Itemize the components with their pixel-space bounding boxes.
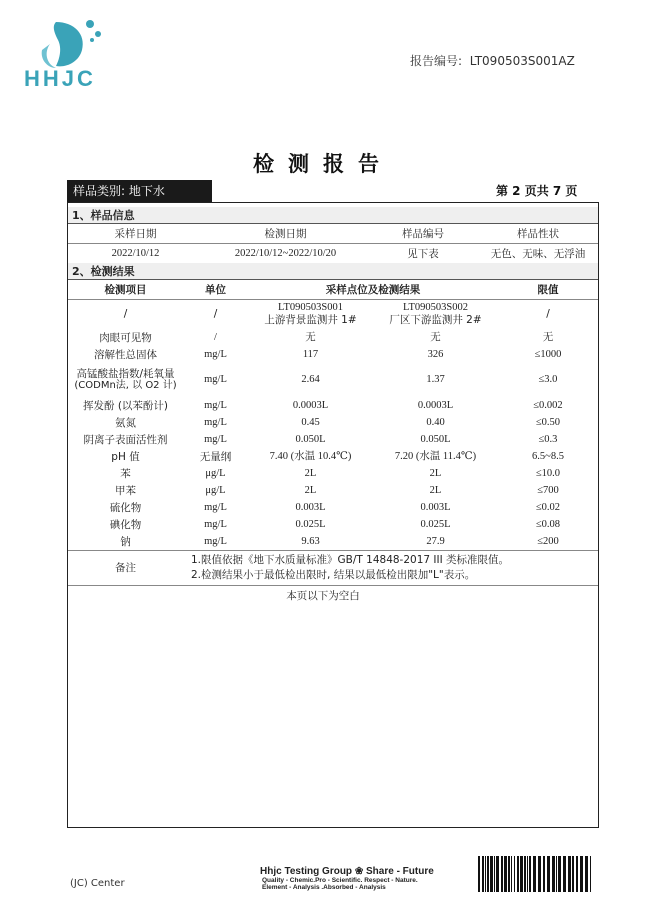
- footer-slogan: Hhjc Testing Group ❀ Share - Future Quality - Chemic.Pro - Scientific. Respect - Nature. Element - Analysis .Absorbed - Analysis: [260, 866, 434, 891]
- table-row: 甲苯 μg/L 2L 2L ≤700: [115, 484, 559, 497]
- blank-below-note: 本页以下为空白: [286, 590, 360, 602]
- section-test-results: 2、检测结果: [68, 263, 598, 280]
- page-title: 检测报告: [253, 152, 393, 176]
- report-number: 报告编号: LT090503S001AZ: [410, 54, 575, 68]
- table-row: 挥发酚 (以苯酚计) mg/L 0.0003L 0.0003L ≤0.002: [82, 399, 563, 412]
- table-row: 苯 μg/L 2L 2L ≤10.0: [120, 467, 561, 480]
- remarks-row: [68, 551, 598, 585]
- table-row: 钠 mg/L 9.63 27.9 ≤200: [120, 535, 559, 548]
- page-info: 第 2 页共 7 页: [496, 184, 578, 198]
- flower-icon: ❀: [354, 866, 364, 877]
- table-row: 溶解性总固体 mg/L 117 326 ≤1000: [94, 348, 562, 361]
- remarks-label: 备注: [115, 562, 136, 574]
- remark-line: 1.限值依据《地下水质量标准》GB/T 14848-2017 III 类标准限值。: [191, 554, 510, 566]
- footer-center-label: (JC) Center: [70, 878, 125, 889]
- sample-point-row: / / LT090503S001 上游背景监测井 1# LT090503S002 厂区下游监测井 2# /: [123, 302, 550, 326]
- logo-text: HHJC: [24, 66, 96, 91]
- barcode-icon: [478, 856, 594, 892]
- table-row: 硫化物 mg/L 0.003L 0.003L ≤0.02: [109, 501, 561, 514]
- table-row: 肉眼可见物 / 无 无 无: [99, 331, 554, 344]
- sample-info-header-row: 采样日期 检测日期 样品编号 样品性状: [114, 227, 559, 240]
- sample-category-label: 样品类别: 地下水: [67, 180, 212, 202]
- table-row: 高锰酸盐指数/耗氧量 (CODMn法, 以 O2 计) mg/L 2.64 1.37 ≤3.0: [74, 368, 558, 391]
- results-header-row: 检测项目 单位 采样点位及检测结果 限值: [104, 283, 559, 296]
- table-row: pH 值 无量纲 7.40 (水温 10.4℃) 7.20 (水温 11.4℃) 6.5~8.5: [111, 450, 564, 463]
- sample-info-value-row: 2022/10/12 2022/10/12~2022/10/20 见下表 无色、无味、无浮油: [111, 247, 586, 260]
- remark-line: 2.检测结果小于最低检出限时, 结果以最低检出限加"L"表示。: [191, 569, 476, 581]
- table-row: 碘化物 mg/L 0.025L 0.025L ≤0.08: [109, 518, 561, 531]
- table-row: 氨氮 mg/L 0.45 0.40 ≤0.50: [115, 416, 561, 429]
- table-row: 阴离子表面活性剂 mg/L 0.050L 0.050L ≤0.3: [83, 433, 558, 446]
- section-sample-info: 1、样品信息: [68, 207, 598, 224]
